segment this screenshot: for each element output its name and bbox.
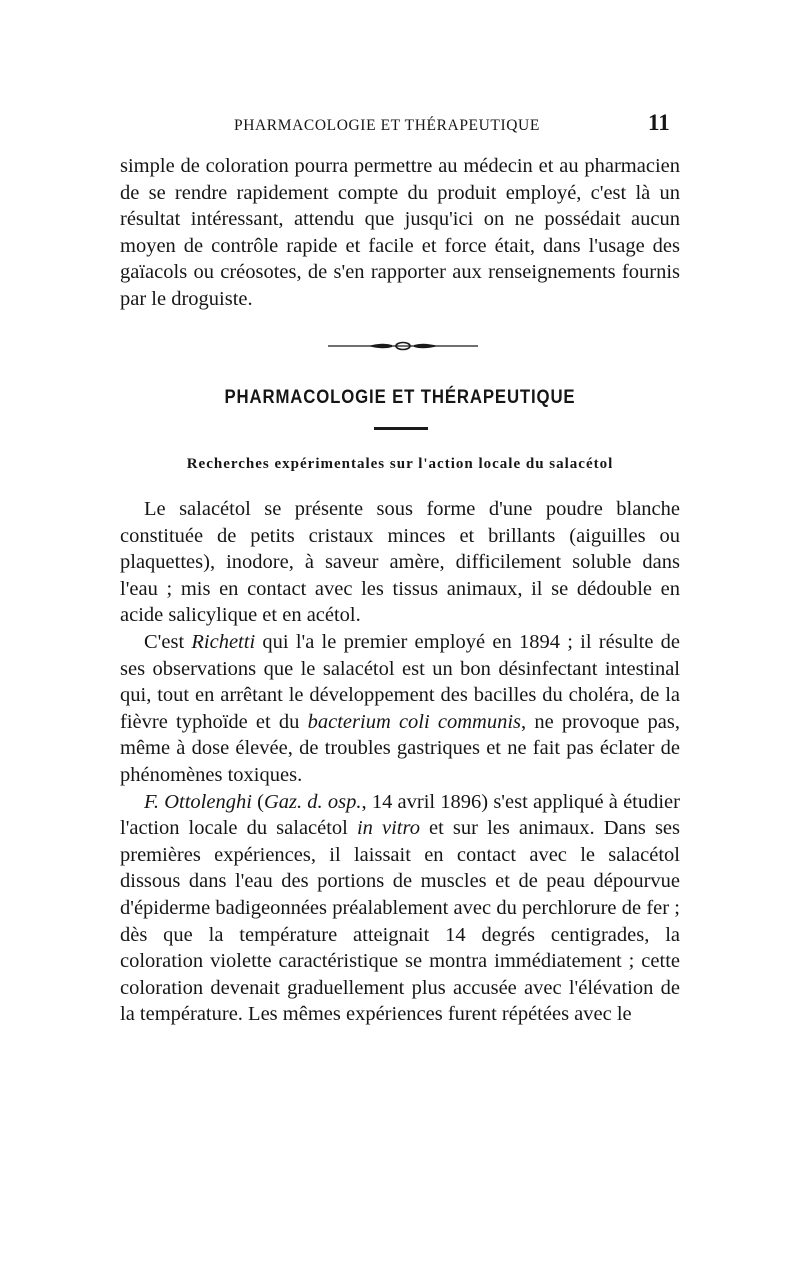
section-divider-ornament [328, 340, 478, 352]
author-richetti: Richetti [191, 630, 256, 653]
page-number: 11 [648, 110, 670, 135]
article-body [120, 496, 680, 1028]
author-ottolenghi: F. Ottolenghi [144, 790, 252, 813]
p2-text-1: C'est [144, 630, 192, 653]
p2-text-2: qui l'a le premier employé en 1894 ; il résulte de ses observations que le salacétol est un bon désinfectant intestinal qui, tout en arrêtant le développement des bacilles du choléra, de la fièvre typhoïde et du [120, 630, 680, 733]
section-title: PHARMACOLOGIE ET THÉRAPEUTIQUE [224, 386, 576, 408]
running-head: PHARMACOLOGIE ET THÉRAPEUTIQUE [234, 117, 540, 134]
paragraph-3 [120, 789, 680, 1028]
title-underline-rule [374, 427, 428, 430]
species-name: bacterium coli communis [307, 710, 522, 733]
p3-text-3: et sur les animaux. Dans ses premières expériences, il laissait en contact avec le salacétol dissous dans l'eau des portions de muscles et de peau dépourvue d'épiderme badigeonnées préalablement avec du perchlorure de fer ; dès que la température atteignait 14 degrés centigrades, la coloration violette caractéristique se montra immédiatement ; cette coloration devenait graduellement plus accusée avec l'élévation de la température. Les mêmes expériences furent répétées avec le [120, 817, 680, 1026]
paragraph-2 [120, 629, 680, 789]
in-vitro-term: in vitro [356, 817, 420, 840]
intro-paragraph [120, 153, 680, 313]
paragraph-1: Le salacétol se présente sous forme d'une poudre blanche constituée de petits cristaux minces et brillants (aiguilles ou plaquettes), inodore, à saveur amère, difficilement soluble dans l'eau ; mis en contact avec les tissus animaux, il se dédouble en acide salicylique et en acétol. [120, 498, 680, 627]
journal-citation: Gaz. d. osp. [263, 790, 362, 813]
p2-text-3: , ne provoque pas, même à dose élevée, de troubles gastriques et ne fait pas éclater de phénomènes toxiques. [120, 710, 680, 786]
article-heading: Recherches expérimentales sur l'action locale du salacétol [186, 456, 614, 472]
p3-text-2: , 14 avril 1896) s'est appliqué à étudier l'action locale du salacétol [120, 790, 680, 840]
intro-text: simple de coloration pourra permettre au médecin et au pharmacien de se rendre rapidement compte du produit employé, c'est là un résultat intéressant, attendu que jusqu'ici on ne possédait aucun moyen de contrôle rapide et facile et force était, dans l'usage des gaïacols ou créosotes, de s'en rapporter aux renseignements fournis par le droguiste. [120, 155, 680, 310]
p3-text-1: ( [251, 790, 264, 813]
